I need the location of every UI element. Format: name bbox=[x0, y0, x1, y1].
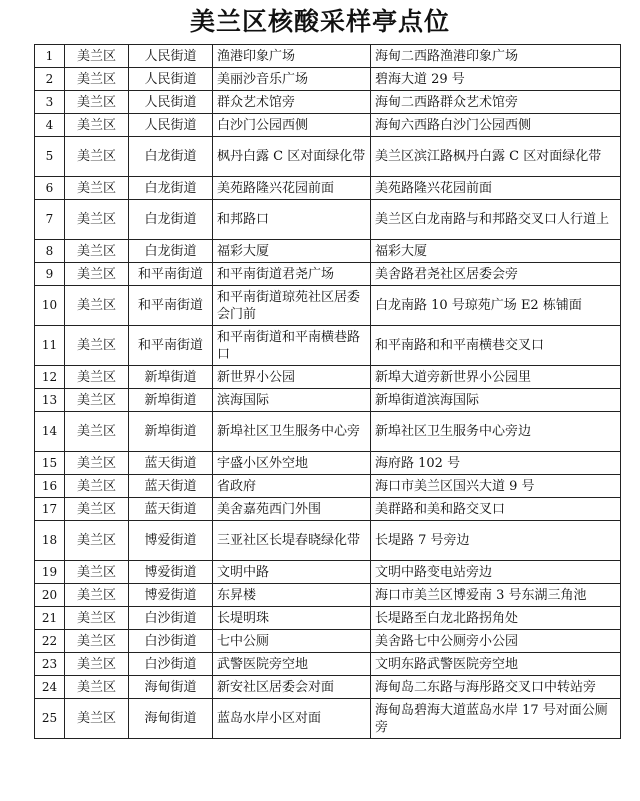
address-cell: 文明中路变电站旁边 bbox=[371, 561, 621, 584]
site-cell: 长堤明珠 bbox=[213, 607, 371, 630]
district-cell: 美兰区 bbox=[65, 45, 129, 68]
table-row bbox=[35, 630, 621, 653]
address-cell: 长堤路至白龙北路拐角处 bbox=[371, 607, 621, 630]
table-row bbox=[35, 452, 621, 475]
street-cell: 海甸街道 bbox=[129, 676, 213, 699]
address-cell: 新埠街道滨海国际 bbox=[371, 389, 621, 412]
district-cell: 美兰区 bbox=[65, 676, 129, 699]
site-cell: 宇盛小区外空地 bbox=[213, 452, 371, 475]
street-cell: 人民街道 bbox=[129, 45, 213, 68]
table-row bbox=[35, 676, 621, 699]
site-cell: 东昇楼 bbox=[213, 584, 371, 607]
street-cell: 海甸街道 bbox=[129, 699, 213, 739]
address-cell: 美兰区白龙南路与和邦路交叉口人行道上 bbox=[371, 200, 621, 240]
site-cell: 渔港印象广场 bbox=[213, 45, 371, 68]
row-number: 8 bbox=[35, 240, 65, 263]
row-number: 13 bbox=[35, 389, 65, 412]
district-cell: 美兰区 bbox=[65, 366, 129, 389]
district-cell: 美兰区 bbox=[65, 91, 129, 114]
table-row bbox=[35, 366, 621, 389]
table-row bbox=[35, 114, 621, 137]
table-row bbox=[35, 326, 621, 366]
table-row bbox=[35, 521, 621, 561]
district-cell: 美兰区 bbox=[65, 699, 129, 739]
district-cell: 美兰区 bbox=[65, 177, 129, 200]
site-cell: 三亚社区长堤春晓绿化带 bbox=[213, 521, 371, 561]
page-title: 美兰区核酸采样亭点位 bbox=[189, 7, 450, 36]
district-cell: 美兰区 bbox=[65, 137, 129, 177]
district-cell: 美兰区 bbox=[65, 286, 129, 326]
row-number: 4 bbox=[35, 114, 65, 137]
row-number: 7 bbox=[35, 200, 65, 240]
street-cell: 和平南街道 bbox=[129, 326, 213, 366]
site-cell: 美丽沙音乐广场 bbox=[213, 68, 371, 91]
row-number: 11 bbox=[35, 326, 65, 366]
site-cell: 蓝岛水岸小区对面 bbox=[213, 699, 371, 739]
street-cell: 白沙街道 bbox=[129, 653, 213, 676]
street-cell: 蓝天街道 bbox=[129, 475, 213, 498]
table-row bbox=[35, 498, 621, 521]
site-cell: 滨海国际 bbox=[213, 389, 371, 412]
row-number: 3 bbox=[35, 91, 65, 114]
row-number: 14 bbox=[35, 412, 65, 452]
street-cell: 白沙街道 bbox=[129, 607, 213, 630]
site-cell: 新安社区居委会对面 bbox=[213, 676, 371, 699]
address-cell: 白龙南路 10 号琼苑广场 E2 栋铺面 bbox=[371, 286, 621, 326]
table-row bbox=[35, 91, 621, 114]
district-cell: 美兰区 bbox=[65, 584, 129, 607]
address-cell: 海甸六西路白沙门公园西侧 bbox=[371, 114, 621, 137]
address-cell: 福彩大厦 bbox=[371, 240, 621, 263]
row-number: 19 bbox=[35, 561, 65, 584]
table-row bbox=[35, 607, 621, 630]
site-cell: 新世界小公园 bbox=[213, 366, 371, 389]
row-number: 1 bbox=[35, 45, 65, 68]
site-cell: 和邦路口 bbox=[213, 200, 371, 240]
row-number: 16 bbox=[35, 475, 65, 498]
row-number: 12 bbox=[35, 366, 65, 389]
district-cell: 美兰区 bbox=[65, 521, 129, 561]
table-row bbox=[35, 200, 621, 240]
sampling-sites-table bbox=[34, 44, 621, 739]
street-cell: 和平南街道 bbox=[129, 263, 213, 286]
address-cell: 和平南路和和平南横巷交叉口 bbox=[371, 326, 621, 366]
site-cell: 省政府 bbox=[213, 475, 371, 498]
site-cell: 新埠社区卫生服务中心旁 bbox=[213, 412, 371, 452]
table-row bbox=[35, 240, 621, 263]
site-cell: 武警医院旁空地 bbox=[213, 653, 371, 676]
row-number: 17 bbox=[35, 498, 65, 521]
address-cell: 海府路 102 号 bbox=[371, 452, 621, 475]
address-cell: 美舍路七中公厕旁小公园 bbox=[371, 630, 621, 653]
table-row bbox=[35, 653, 621, 676]
district-cell: 美兰区 bbox=[65, 68, 129, 91]
site-cell: 和平南街道和平南横巷路口 bbox=[213, 326, 371, 366]
street-cell: 博爱街道 bbox=[129, 561, 213, 584]
district-cell: 美兰区 bbox=[65, 630, 129, 653]
street-cell: 蓝天街道 bbox=[129, 498, 213, 521]
street-cell: 博爱街道 bbox=[129, 584, 213, 607]
street-cell: 新埠街道 bbox=[129, 412, 213, 452]
table-row bbox=[35, 286, 621, 326]
site-cell: 白沙门公园西侧 bbox=[213, 114, 371, 137]
district-cell: 美兰区 bbox=[65, 326, 129, 366]
district-cell: 美兰区 bbox=[65, 607, 129, 630]
site-cell: 美舍嘉苑西门外围 bbox=[213, 498, 371, 521]
district-cell: 美兰区 bbox=[65, 114, 129, 137]
table-row bbox=[35, 263, 621, 286]
street-cell: 和平南街道 bbox=[129, 286, 213, 326]
row-number: 6 bbox=[35, 177, 65, 200]
row-number: 2 bbox=[35, 68, 65, 91]
district-cell: 美兰区 bbox=[65, 200, 129, 240]
street-cell: 白龙街道 bbox=[129, 137, 213, 177]
table-row bbox=[35, 475, 621, 498]
address-cell: 美群路和美和路交叉口 bbox=[371, 498, 621, 521]
address-cell: 新埠社区卫生服务中心旁边 bbox=[371, 412, 621, 452]
site-cell: 和平南街道琼苑社区居委会门前 bbox=[213, 286, 371, 326]
address-cell: 海口市美兰区博爱南 3 号东湖三角池 bbox=[371, 584, 621, 607]
table-row bbox=[35, 68, 621, 91]
address-cell: 海甸岛碧海大道蓝岛水岸 17 号对面公厕旁 bbox=[371, 699, 621, 739]
row-number: 20 bbox=[35, 584, 65, 607]
table-row bbox=[35, 177, 621, 200]
address-cell: 美兰区滨江路枫丹白露 C 区对面绿化带 bbox=[371, 137, 621, 177]
site-cell: 群众艺术馆旁 bbox=[213, 91, 371, 114]
table-row bbox=[35, 561, 621, 584]
table-row bbox=[35, 584, 621, 607]
street-cell: 新埠街道 bbox=[129, 366, 213, 389]
site-cell: 和平南街道君尧广场 bbox=[213, 263, 371, 286]
table-row bbox=[35, 699, 621, 739]
row-number: 23 bbox=[35, 653, 65, 676]
street-cell: 博爱街道 bbox=[129, 521, 213, 561]
table-row bbox=[35, 389, 621, 412]
address-cell: 新埠大道旁新世界小公园里 bbox=[371, 366, 621, 389]
district-cell: 美兰区 bbox=[65, 653, 129, 676]
row-number: 25 bbox=[35, 699, 65, 739]
table-row bbox=[35, 45, 621, 68]
address-cell: 文明东路武警医院旁空地 bbox=[371, 653, 621, 676]
site-cell: 美苑路隆兴花园前面 bbox=[213, 177, 371, 200]
site-cell: 福彩大厦 bbox=[213, 240, 371, 263]
row-number: 21 bbox=[35, 607, 65, 630]
site-cell: 七中公厕 bbox=[213, 630, 371, 653]
row-number: 22 bbox=[35, 630, 65, 653]
street-cell: 人民街道 bbox=[129, 68, 213, 91]
street-cell: 白龙街道 bbox=[129, 177, 213, 200]
address-cell: 长堤路 7 号旁边 bbox=[371, 521, 621, 561]
district-cell: 美兰区 bbox=[65, 498, 129, 521]
row-number: 10 bbox=[35, 286, 65, 326]
address-cell: 海甸岛二东路与海彤路交叉口中转站旁 bbox=[371, 676, 621, 699]
district-cell: 美兰区 bbox=[65, 412, 129, 452]
street-cell: 人民街道 bbox=[129, 114, 213, 137]
district-cell: 美兰区 bbox=[65, 561, 129, 584]
district-cell: 美兰区 bbox=[65, 475, 129, 498]
table-body bbox=[35, 45, 621, 739]
street-cell: 白龙街道 bbox=[129, 200, 213, 240]
table-row bbox=[35, 412, 621, 452]
address-cell: 海甸二西路群众艺术馆旁 bbox=[371, 91, 621, 114]
row-number: 5 bbox=[35, 137, 65, 177]
address-cell: 美舍路君尧社区居委会旁 bbox=[371, 263, 621, 286]
site-cell: 文明中路 bbox=[213, 561, 371, 584]
district-cell: 美兰区 bbox=[65, 263, 129, 286]
street-cell: 新埠街道 bbox=[129, 389, 213, 412]
street-cell: 白龙街道 bbox=[129, 240, 213, 263]
address-cell: 海口市美兰区国兴大道 9 号 bbox=[371, 475, 621, 498]
district-cell: 美兰区 bbox=[65, 452, 129, 475]
row-number: 18 bbox=[35, 521, 65, 561]
row-number: 9 bbox=[35, 263, 65, 286]
site-cell: 枫丹白露 C 区对面绿化带 bbox=[213, 137, 371, 177]
row-number: 24 bbox=[35, 676, 65, 699]
district-cell: 美兰区 bbox=[65, 240, 129, 263]
street-cell: 人民街道 bbox=[129, 91, 213, 114]
street-cell: 白沙街道 bbox=[129, 630, 213, 653]
table-row bbox=[35, 137, 621, 177]
row-number: 15 bbox=[35, 452, 65, 475]
address-cell: 美苑路隆兴花园前面 bbox=[371, 177, 621, 200]
street-cell: 蓝天街道 bbox=[129, 452, 213, 475]
district-cell: 美兰区 bbox=[65, 389, 129, 412]
address-cell: 碧海大道 29 号 bbox=[371, 68, 621, 91]
address-cell: 海甸二西路渔港印象广场 bbox=[371, 45, 621, 68]
